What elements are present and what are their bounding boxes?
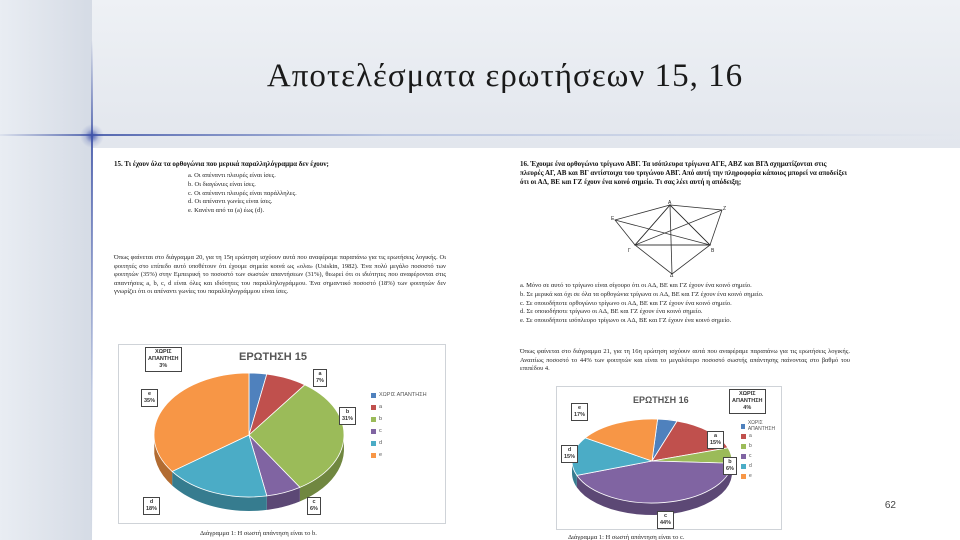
figure-label-gamma: Γ xyxy=(628,248,631,254)
callout-15-b: b 31% xyxy=(339,407,356,425)
page-number: 62 xyxy=(884,500,896,511)
question-16-text: 16. Έχουμε ένα ορθογώνιο τρίγωνο ΑΒΓ. Τα ισόπλευρα τρίγωνα ΑΓΕ, ΑΒΖ και ΒΓΔ σχηματίζονται στις πλευρές ΑΓ, ΑΒ και ΒΓ αντίστοιχα του τριγώνου ΑΒΓ. Από αυτή την πληροφορία κάποιος μπορεί να αποδείξει ότι οι ΑΔ, ΒΕ και ΓΖ έχουν ένα κοινό σημείο. Τι σας λέει αυτή η απόδειξη; xyxy=(520,160,847,186)
chart-16-title: ΕΡΩΤΗΣΗ 16 xyxy=(633,395,689,405)
callout-15-d: d 18% xyxy=(143,497,160,515)
chart-16-caption: Διάγραμμα 1: Η σωστή απάντηση είναι το c. xyxy=(568,534,685,540)
figure-label-delta: Δ xyxy=(670,273,674,278)
right-document-scan xyxy=(512,150,852,540)
callout-15-e: e 35% xyxy=(141,389,158,407)
callout-15-c: c 6% xyxy=(307,497,321,515)
callout-16-b: b 6% xyxy=(723,457,737,475)
legend-item: ΧΩΡΙΣ ΑΠΑΝΤΗΣΗ xyxy=(741,421,781,431)
option-d: d. Σε οποιοδήποτε τρίγωνο οι ΑΔ, ΒΕ και ΓΖ έχουν ένα κοινό σημείο. xyxy=(520,308,703,316)
figure-label-zeta: Ζ xyxy=(723,206,727,212)
chart-15-caption: Διάγραμμα 1: Η σωστή απάντηση είναι το b. xyxy=(200,530,317,537)
callout-16-a: a 15% xyxy=(707,431,724,449)
slide-title: Αποτελέσματα ερωτήσεων 15, 16 xyxy=(266,58,744,94)
figure-label-b: B xyxy=(711,248,715,254)
triangle-figure xyxy=(610,200,730,278)
question-15-analysis: Όπως φαίνεται στο διάγραμμα 20, για τη 15η ερώτηση ισχύουν αυτά που αναφέραμε παραπάνω για τις ερωτήσεις λογικής. Οι φοιτητές στο επίπεδο αυτό υποθέτουν ότι έχουμε σημεία κοινά ως «ολα» (Usiskin, 1982). Ένα πολύ μεγάλο ποσοστό των φοιτητών (35%) στην Εμπειρική το ποσοστό των σωστών απαντήσεων (31%), θεωρεί ότι οι ιδιότητες που αναφέρονται στις απαντήσεις a, b, c, d είναι όλες και ιδιότητες του παραλληλογράμμου. Ένα σημαντικό ποσοστό (18%) των φοιτητών δεν γνωρίζει ότι οι απέναντι γωνίες του παραλληλογράμμου είναι ίσες. xyxy=(114,254,446,296)
chart-16-legend xyxy=(741,421,781,481)
option-b: b. Σε μερικά και όχι σε όλα τα ορθογώνια τρίγωνα οι ΑΔ, ΒΕ και ΓΖ έχουν ένα κοινό σημείο. xyxy=(520,290,764,298)
option-d: d. Οι απέναντι γωνίες είναι ίσες. xyxy=(188,198,273,206)
legend-item: c xyxy=(371,425,427,437)
legend-item: c xyxy=(741,451,781,461)
legend-item: d xyxy=(371,437,427,449)
vertical-light-flare xyxy=(91,40,93,540)
callout-16-none: ΧΩΡΙΣ ΑΠΑΝΤΗΣΗ 4% xyxy=(729,389,766,414)
legend-item: a xyxy=(741,431,781,441)
chart-15-title: ΕΡΩΤΗΣΗ 15 xyxy=(239,351,307,363)
option-e: e. Κανένα από τα (a) έως (d). xyxy=(188,207,265,215)
option-a: a. Οι απέναντι πλευρές είναι ίσες. xyxy=(188,172,276,179)
left-document-scan xyxy=(108,150,448,540)
horizontal-light-flare xyxy=(0,134,960,136)
callout-15-a: a 7% xyxy=(313,369,327,387)
light-flare-star xyxy=(80,124,104,148)
figure-label-epsilon: Ε xyxy=(611,216,615,222)
triangle-diagram xyxy=(610,200,730,278)
legend-item: b xyxy=(371,413,427,425)
question-16-options xyxy=(520,282,850,326)
callout-16-d: d 15% xyxy=(561,445,578,463)
legend-item: e xyxy=(371,449,427,461)
option-e: e. Σε οποιοδήποτε ισόπλευρο τρίγωνο οι ΑΔ, ΒΕ και ΓΖ έχουν ένα κοινό σημείο. xyxy=(520,317,732,325)
question-16-analysis: Όπως φαίνεται στο διάγραμμα 21, για τη 16η ερώτηση ισχύουν αυτά που αναφέραμε παραπάνω για τις ερωτήσεις λογικής. Αναιτίως ποσοστό το 44% των φοιτητών και είναι το μεγαλύτερο ποσοστό σωστής απάντησης παίνοντας στο βαθμό του επιπέδου 4. xyxy=(520,348,850,373)
legend-item: b xyxy=(741,441,781,451)
option-b: b. Οι διαγώνιες είναι ίσες. xyxy=(188,180,256,188)
legend-item: d xyxy=(741,461,781,471)
callout-15-none: ΧΩΡΙΣ ΑΠΑΝΤΗΣΗ 3% xyxy=(145,347,182,372)
callout-16-e: e 17% xyxy=(571,403,588,421)
option-c: c. Οι απέναντι πλευρές είναι παράλληλες. xyxy=(188,189,297,197)
callout-16-c: c 44% xyxy=(657,511,674,529)
legend-item: a xyxy=(371,401,427,413)
chart-15-frame xyxy=(118,344,446,524)
legend-item: e xyxy=(741,471,781,481)
question-15-options xyxy=(188,172,297,216)
figure-label-a: A xyxy=(668,200,672,206)
option-a: a. Μόνο σε αυτό το τρίγωνο είναι σίγουρο ότι οι ΑΔ, ΒΕ και ΓΖ έχουν ένα κοινό σημείο. xyxy=(520,282,752,289)
option-c: c. Σε οποιοδήποτε ορθογώνιο τρίγωνο οι ΑΔ, ΒΕ και ΓΖ έχουν ένα κοινό σημείο. xyxy=(520,299,732,307)
chart-15-legend xyxy=(371,389,427,461)
chart-16-frame xyxy=(556,386,782,530)
question-15-text: 15. Τι έχουν όλα τα ορθογώνια που μερικά παραλληλόγραμμα δεν έχουν; xyxy=(114,160,329,168)
legend-item: ΧΩΡΙΣ ΑΠΑΝΤΗΣΗ xyxy=(371,389,427,401)
